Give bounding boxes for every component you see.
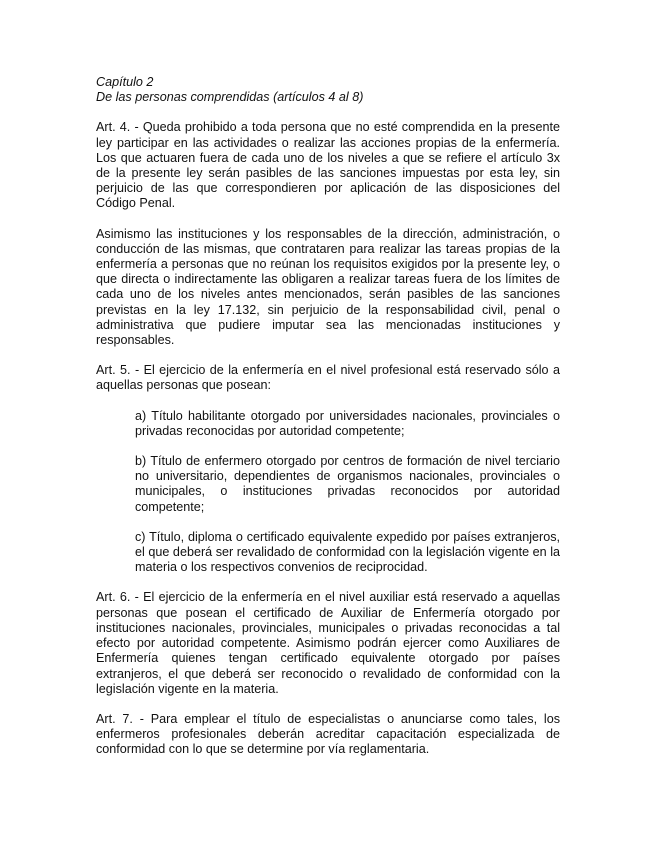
article-5-items xyxy=(135,409,560,576)
article-4-paragraph-1: Art. 4. - Queda prohibido a toda persona que no esté comprendida en la presente ley participar en las actividades o realizar las acciones propias de la enfermería. Los que actuaren fuera de cada uno de los niveles a que se refiere el artículo 3x de la presente ley serán pasibles de las sanciones impuestas por esta ley, sin perjuicio de las que correspondieren por aplicación de las disposiciones del Código Penal. xyxy=(96,120,560,211)
chapter-title: Capítulo 2 xyxy=(96,75,154,89)
chapter-heading xyxy=(96,75,560,105)
chapter-subtitle: De las personas comprendidas (artículos 4 al 8) xyxy=(96,90,364,105)
article-5-item-b: b) Título de enfermero otorgado por centros de formación de nivel terciario no universitario, dependientes de organismos nacionales, provinciales o municipales, o instituciones privadas reconocidos por autoridad competente; xyxy=(135,454,560,514)
article-6-paragraph: Art. 6. - El ejercicio de la enfermería en el nivel auxiliar está reservado a aquellas personas que posean el certificado de Auxiliar de Enfermería otorgado por instituciones nacionales, provinciales, municipales o privadas reconocidas a tal efecto por autoridad competente. Asimismo podrán ejercer como Auxiliares de Enfermería quienes tengan certificado equivalente otorgado por países extranjeros, el que deberá ser reconocido o revalidado de conformidad con la legislación vigente en la materia. xyxy=(96,590,560,696)
article-5-item-c: c) Título, diploma o certificado equivalente expedido por países extranjeros, el que deberá ser revalidado de conformidad con la legislación vigente en la materia o los respectivos convenios de reciprocidad. xyxy=(135,529,560,575)
article-5-item-a: a) Título habilitante otorgado por universidades nacionales, provinciales o privadas reconocidas por autoridad competente; xyxy=(135,408,560,438)
article-5-intro: Art. 5. - El ejercicio de la enfermería en el nivel profesional está reservado sólo a aquellas personas que posean: xyxy=(96,363,560,393)
article-4-paragraph-2: Asimismo las instituciones y los responsables de la dirección, administración, o conducción de las mismas, que contrataren para realizar las tareas propias de la enfermería a personas que no reúnan los requisitos exigidos por la presente ley, o que directa o indirectamente las obligaren a realizar tareas fuera de los límites de cada uno de los niveles antes mencionados, serán pasibles de las sanciones previstas en la ley 17.132, sin perjuicio de la responsabilidad civil, penal o administrativa que pudiere imputar sea las mencionadas instituciones y responsables. xyxy=(96,226,560,348)
article-7-paragraph: Art. 7. - Para emplear el título de especialistas o anunciarse como tales, los enfermeros profesionales deberán acreditar capacitación especializada de conformidad con lo que se determine por vía reglamentaria. xyxy=(96,711,560,757)
document-page xyxy=(96,75,560,773)
